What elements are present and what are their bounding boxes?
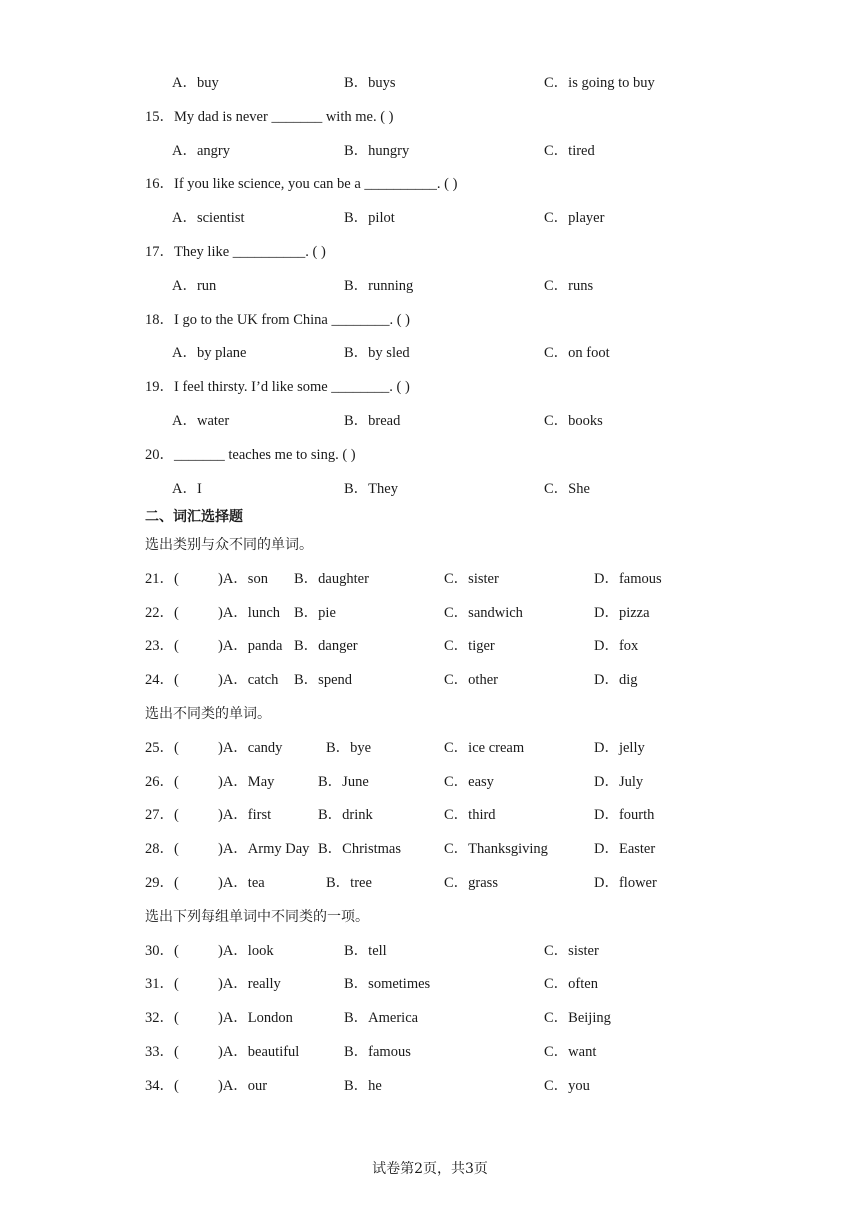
option-c: C．on foot	[544, 345, 610, 361]
option-b: B．sometimes	[344, 976, 431, 992]
option-a: A．run	[172, 278, 217, 294]
option-c: C．ice cream	[444, 740, 525, 756]
option-d: D．fourth	[594, 807, 655, 823]
option-d: D．flower	[594, 875, 657, 891]
question-number: 22．(	[145, 605, 179, 621]
question-number: 27．(	[145, 807, 179, 823]
question-number: 26．(	[145, 774, 179, 790]
option-b: B．America	[344, 1010, 419, 1026]
option-c: C．easy	[444, 774, 494, 790]
option-c: C．runs	[544, 278, 594, 294]
option-d: D．dig	[594, 672, 638, 688]
question-25	[0, 737, 860, 759]
option-c: C．sister	[544, 943, 599, 959]
question-33	[0, 1041, 860, 1063]
question-number: 34．(	[145, 1078, 179, 1094]
option-c: C．She	[544, 481, 590, 497]
question-24	[0, 669, 860, 691]
option-a: )A．lunch	[218, 605, 281, 621]
option-b: B．famous	[344, 1044, 411, 1060]
option-c: C．sister	[444, 571, 499, 587]
question-number: 30．(	[145, 943, 179, 959]
question-number: 28．(	[145, 841, 179, 857]
option-c: C．want	[544, 1044, 597, 1060]
question-31	[0, 973, 860, 995]
question-16-options	[0, 207, 860, 229]
option-a: )A．our	[218, 1078, 268, 1094]
question-27	[0, 804, 860, 826]
option-a: )A．panda	[218, 638, 283, 654]
section-heading	[0, 506, 860, 528]
question-30	[0, 940, 860, 962]
option-b: B．hungry	[344, 143, 410, 159]
question-22	[0, 602, 860, 624]
option-d: D．July	[594, 774, 644, 790]
question-number: 23．(	[145, 638, 179, 654]
question-26	[0, 771, 860, 793]
question-stem: 17．They like __________. ( )	[145, 244, 326, 260]
option-d: D．Easter	[594, 841, 656, 857]
instruction-text: 选出不同类的单词。	[145, 706, 271, 722]
question-stem: 15．My dad is never _______ with me. ( )	[145, 109, 394, 125]
question-number: 25．(	[145, 740, 179, 756]
option-c: C．grass	[444, 875, 498, 891]
question-32	[0, 1007, 860, 1029]
option-a: )A．beautiful	[218, 1044, 300, 1060]
option-b: B．tell	[344, 943, 387, 959]
option-a: )A．first	[218, 807, 272, 823]
question-15-options	[0, 140, 860, 162]
option-c: C．player	[544, 210, 605, 226]
question-number: 24．(	[145, 672, 179, 688]
option-c: C．sandwich	[444, 605, 523, 621]
option-b: B．daughter	[294, 571, 369, 587]
option-b: B．danger	[294, 638, 358, 654]
question-number: 21．(	[145, 571, 179, 587]
option-a: A．I	[172, 481, 202, 497]
option-d: D．fox	[594, 638, 639, 654]
option-c: C．tired	[544, 143, 595, 159]
option-a: )A．Army Day	[218, 841, 310, 857]
page-footer: 试卷第2页，共3页	[372, 1161, 488, 1177]
option-b: B．he	[344, 1078, 382, 1094]
question-18-options	[0, 342, 860, 364]
option-b: B．Christmas	[318, 841, 401, 857]
question-19-stem	[0, 376, 860, 398]
question-23	[0, 635, 860, 657]
option-c: C．you	[544, 1078, 590, 1094]
option-c: C．is going to buy	[544, 75, 655, 91]
question-number: 32．(	[145, 1010, 179, 1026]
option-b: B．June	[318, 774, 369, 790]
option-a: )A．son	[218, 571, 268, 587]
question-number: 29．(	[145, 875, 179, 891]
option-b: B．drink	[318, 807, 373, 823]
option-b: B．by sled	[344, 345, 410, 361]
option-b: B．buys	[344, 75, 396, 91]
instruction-text: 选出下列每组单词中不同类的一项。	[145, 909, 369, 925]
option-d: D．jelly	[594, 740, 645, 756]
option-c: C．third	[444, 807, 496, 823]
question-16-stem	[0, 173, 860, 195]
question-number: 33．(	[145, 1044, 179, 1060]
question-19-options	[0, 410, 860, 432]
question-17-stem	[0, 241, 860, 263]
question-15-stem	[0, 106, 860, 128]
option-a: A．water	[172, 413, 230, 429]
question-21	[0, 568, 860, 590]
question-28	[0, 838, 860, 860]
option-a: )A．look	[218, 943, 274, 959]
option-d: D．pizza	[594, 605, 650, 621]
option-c: C．tiger	[444, 638, 495, 654]
option-c: C．Beijing	[544, 1010, 611, 1026]
question-18-stem	[0, 309, 860, 331]
option-a: A．by plane	[172, 345, 247, 361]
option-c: C．books	[544, 413, 603, 429]
question-stem: 16．If you like science, you can be a __________. ( )	[145, 176, 458, 192]
option-a: A．scientist	[172, 210, 245, 226]
option-a: )A．tea	[218, 875, 265, 891]
option-a: )A．catch	[218, 672, 279, 688]
option-a: )A．really	[218, 976, 281, 992]
question-stem: 20．_______ teaches me to sing. ( )	[145, 447, 356, 463]
instruction	[0, 534, 860, 556]
question-20-options	[0, 478, 860, 500]
option-b: B．bye	[326, 740, 372, 756]
question-17-options	[0, 275, 860, 297]
instruction	[0, 906, 860, 928]
option-b: B．pie	[294, 605, 336, 621]
question-number: 31．(	[145, 976, 179, 992]
option-b: B．pilot	[344, 210, 395, 226]
instruction	[0, 703, 860, 725]
question-20-stem	[0, 444, 860, 466]
option-b: B．They	[344, 481, 398, 497]
instruction-text: 选出类别与众不同的单词。	[145, 537, 313, 553]
question-29	[0, 872, 860, 894]
section-title: 二、词汇选择题	[145, 509, 243, 525]
option-a: )A．May	[218, 774, 275, 790]
option-a: )A．candy	[218, 740, 283, 756]
question-stem: 19．I feel thirsty. I’d like some ________. ( )	[145, 379, 410, 395]
option-c: C．Thanksgiving	[444, 841, 548, 857]
option-b: B．bread	[344, 413, 401, 429]
option-c: C．other	[444, 672, 498, 688]
question-14-options	[0, 72, 860, 94]
option-d: D．famous	[594, 571, 662, 587]
option-c: C．often	[544, 976, 598, 992]
question-34	[0, 1075, 860, 1097]
option-b: B．running	[344, 278, 414, 294]
question-stem: 18．I go to the UK from China ________. ( )	[145, 312, 410, 328]
option-a: A．buy	[172, 75, 219, 91]
option-a: )A．London	[218, 1010, 293, 1026]
option-a: A．angry	[172, 143, 230, 159]
option-b: B．tree	[326, 875, 372, 891]
option-b: B．spend	[294, 672, 352, 688]
